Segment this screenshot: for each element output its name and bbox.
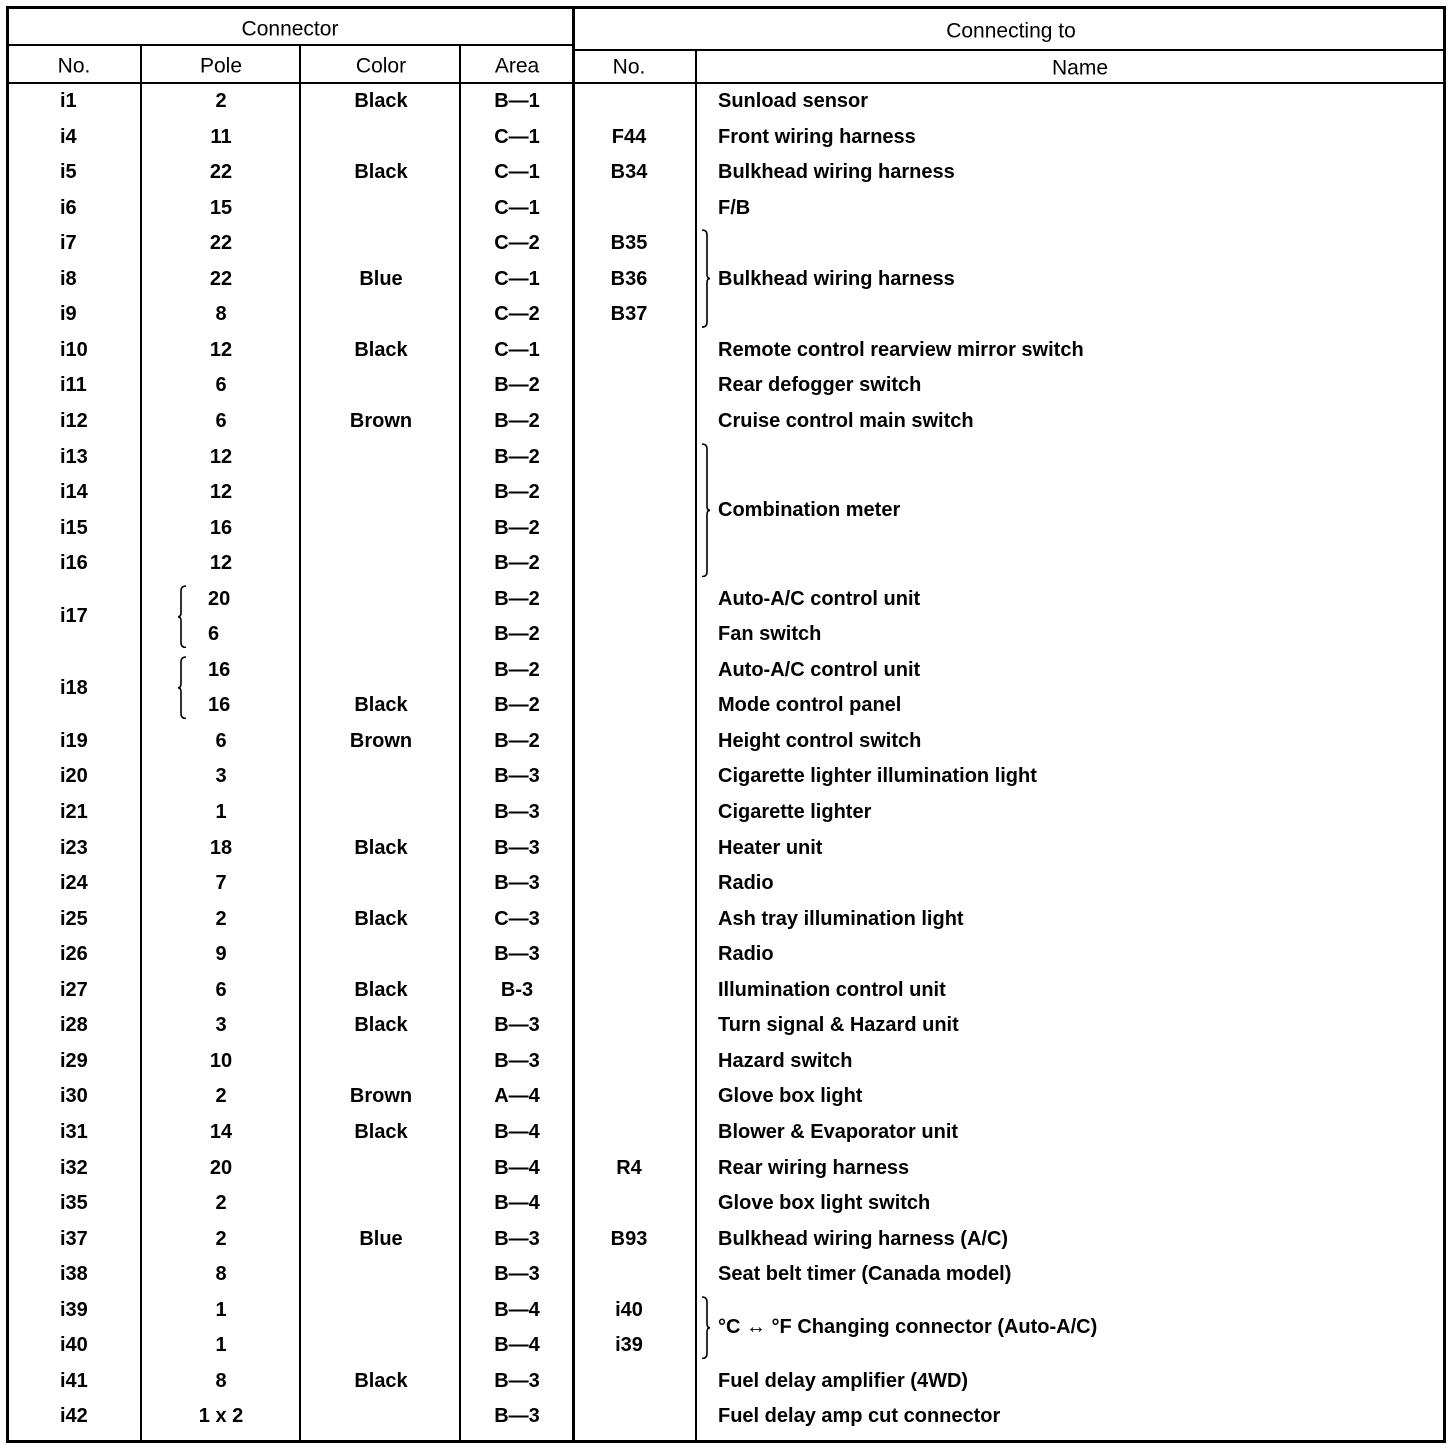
connector-area: B—2 xyxy=(494,445,540,468)
group-header-connector: Connector xyxy=(241,17,339,41)
connecting-name: Bulkhead wiring harness xyxy=(718,161,955,184)
connector-pole: 2 xyxy=(215,90,227,112)
connecting-name: Turn signal & Hazard unit xyxy=(718,1014,959,1037)
connector-pole: 8 xyxy=(215,303,227,326)
group-header-connecting-to: Connecting to xyxy=(946,19,1076,43)
connector-pole: 18 xyxy=(209,836,233,859)
connector-no: i7 xyxy=(60,232,77,255)
connecting-name: Height control switch xyxy=(718,729,922,752)
connecting-name: Auto-A/C control unit xyxy=(718,587,921,610)
connector-color: Black xyxy=(354,978,408,1001)
connecting-no: R4 xyxy=(616,1156,642,1179)
connector-pole: 20 xyxy=(208,587,231,610)
connector-no: i6 xyxy=(60,196,77,219)
connector-pole: 8 xyxy=(215,1369,227,1392)
header-rule xyxy=(6,82,1446,84)
connector-no: i19 xyxy=(60,729,88,752)
connector-no: i13 xyxy=(60,445,88,468)
connecting-no: B35 xyxy=(610,232,648,255)
connector-area: B—3 xyxy=(494,1014,540,1037)
connector-no: i24 xyxy=(60,872,88,895)
column-header-name: Name xyxy=(1051,56,1109,80)
connector-no: i18 xyxy=(60,676,88,699)
connecting-name: Blower & Evaporator unit xyxy=(718,1120,959,1143)
column-divider xyxy=(459,44,461,1443)
connector-pole: 16 xyxy=(208,694,231,717)
connecting-no: B37 xyxy=(610,303,648,326)
connector-area: B—2 xyxy=(494,623,540,646)
connector-color: Brown xyxy=(349,1085,413,1108)
connector-pole: 12 xyxy=(209,445,233,468)
connector-area: B—2 xyxy=(494,729,540,752)
connector-area: C—1 xyxy=(494,267,540,290)
connecting-name: Heater unit xyxy=(718,836,823,859)
connector-no: i38 xyxy=(60,1263,88,1286)
column-divider xyxy=(299,44,301,1443)
connector-area: B—3 xyxy=(494,1227,540,1250)
connector-pole: 1 x 2 xyxy=(198,1405,244,1428)
connector-pole: 10 xyxy=(209,1049,233,1072)
connector-pole: 12 xyxy=(209,481,233,504)
connector-pole: 1 xyxy=(215,1298,227,1321)
connecting-name: Glove box light switch xyxy=(718,1192,931,1215)
connector-no: i4 xyxy=(60,125,77,148)
connecting-name: Sunload sensor xyxy=(718,90,869,112)
connector-area: B—4 xyxy=(494,1192,540,1215)
connector-pole: 22 xyxy=(209,161,233,184)
connector-pole: 22 xyxy=(209,232,233,255)
connector-pole: 2 xyxy=(215,1227,227,1250)
connector-pole: 6 xyxy=(215,374,227,397)
connector-no: i10 xyxy=(60,338,88,361)
connecting-name: Radio xyxy=(718,872,774,895)
connector-color: Blue xyxy=(359,267,403,290)
connector-area: B—4 xyxy=(494,1120,540,1143)
connector-pole: 1 xyxy=(215,1334,227,1357)
connector-no: i39 xyxy=(60,1298,88,1321)
connector-area: B-3 xyxy=(500,978,534,1001)
connector-pole: 7 xyxy=(215,872,227,895)
connecting-name: Fan switch xyxy=(718,623,822,646)
connecting-name: Hazard switch xyxy=(718,1049,853,1072)
connecting-no: i40 xyxy=(615,1298,643,1321)
connecting-name: Cigarette lighter illumination light xyxy=(718,765,1037,788)
connector-no: i9 xyxy=(60,303,77,326)
connecting-name: Fuel delay amplifier (4WD) xyxy=(718,1369,969,1392)
pole-group-brace xyxy=(178,585,188,649)
connector-color: Black xyxy=(354,836,408,859)
connector-area: B—1 xyxy=(494,90,540,112)
connector-no: i8 xyxy=(60,267,77,290)
connector-no: i41 xyxy=(60,1369,88,1392)
name-group-brace xyxy=(700,229,710,328)
column-header-no: No. xyxy=(57,54,91,78)
connector-no: i27 xyxy=(60,978,88,1001)
connector-no: i5 xyxy=(60,161,77,184)
connector-color: Black xyxy=(354,1014,408,1037)
connector-pole: 16 xyxy=(208,658,231,681)
connector-color: Black xyxy=(354,161,408,184)
connector-no: i20 xyxy=(60,765,88,788)
connector-no: i15 xyxy=(60,516,88,539)
connecting-name: F/B xyxy=(718,196,751,219)
column-divider xyxy=(572,6,575,1443)
connector-pole: 12 xyxy=(209,338,233,361)
connector-area: B—2 xyxy=(494,481,540,504)
connector-pole: 11 xyxy=(210,125,232,148)
connector-area: B—2 xyxy=(494,409,540,432)
connector-no: i11 xyxy=(60,374,87,397)
connector-pole: 2 xyxy=(215,1085,227,1108)
connector-area: B—2 xyxy=(494,516,540,539)
connector-no: i35 xyxy=(60,1192,88,1215)
connecting-no: B36 xyxy=(610,267,648,290)
connector-color: Black xyxy=(354,694,408,717)
connecting-name: Auto-A/C control unit xyxy=(718,658,921,681)
column-header-color: Color xyxy=(355,54,407,78)
column-header-area: Area xyxy=(494,54,540,78)
connector-pole: 6 xyxy=(215,978,227,1001)
connector-area: B—4 xyxy=(494,1298,540,1321)
connecting-name: Cigarette lighter xyxy=(718,801,872,823)
connecting-name: °C ↔ °F Changing connector (Auto-A/C) xyxy=(718,1316,1098,1339)
connector-pole: 6 xyxy=(215,729,227,752)
connector-pole: 3 xyxy=(215,765,227,788)
name-group-brace xyxy=(700,443,710,578)
connector-area: B—3 xyxy=(494,1049,540,1072)
connecting-name: Remote control rearview mirror switch xyxy=(718,338,1084,361)
connector-no: i26 xyxy=(60,943,88,966)
connecting-name: Front wiring harness xyxy=(718,125,916,148)
pole-group-brace xyxy=(178,656,188,720)
connector-no: i29 xyxy=(60,1049,88,1072)
column-divider xyxy=(140,44,142,1443)
connector-no: i23 xyxy=(60,836,88,859)
connecting-name: Rear wiring harness xyxy=(718,1156,910,1179)
connector-area: B—4 xyxy=(494,1334,540,1357)
connector-no: i1 xyxy=(60,90,77,112)
connector-no: i40 xyxy=(60,1334,88,1357)
connector-area: B—3 xyxy=(494,836,540,859)
connector-pole: 9 xyxy=(215,943,227,966)
connector-area: C—1 xyxy=(494,338,540,361)
connecting-name: Illumination control unit xyxy=(718,978,946,1001)
connecting-name: Rear defogger switch xyxy=(718,374,922,397)
connector-no: i17 xyxy=(60,605,88,628)
connector-area: C—1 xyxy=(494,161,540,184)
connector-area: B—4 xyxy=(494,1156,540,1179)
header-rule xyxy=(574,49,1446,51)
connector-area: B—3 xyxy=(494,1263,540,1286)
connector-color: Brown xyxy=(349,729,413,752)
connector-area: B—3 xyxy=(494,1369,540,1392)
connector-no: i32 xyxy=(60,1156,88,1179)
connector-no: i28 xyxy=(60,1014,88,1037)
connector-area: C—1 xyxy=(494,196,540,219)
header-rule xyxy=(6,44,574,46)
connector-color: Black xyxy=(354,1369,408,1392)
name-group-brace xyxy=(700,1296,710,1360)
connecting-name: Glove box light xyxy=(718,1085,863,1108)
connector-pole: 6 xyxy=(208,623,220,646)
connecting-name: Radio xyxy=(718,943,774,966)
connecting-no: B34 xyxy=(610,161,648,184)
connecting-name: Mode control panel xyxy=(718,694,902,717)
column-header-to-no: No. xyxy=(612,55,646,79)
connector-pole: 8 xyxy=(215,1263,227,1286)
connector-no: i31 xyxy=(60,1120,88,1143)
connecting-name: Ash tray illumination light xyxy=(718,907,964,930)
connector-pole: 2 xyxy=(215,907,227,930)
connector-color: Black xyxy=(354,1120,408,1143)
connecting-no: B93 xyxy=(610,1227,648,1250)
connector-area: B—3 xyxy=(494,1405,540,1428)
connector-no: i42 xyxy=(60,1405,88,1428)
connector-pole: 22 xyxy=(209,267,233,290)
connector-area: B—3 xyxy=(494,801,540,823)
connector-pole: 15 xyxy=(209,196,233,219)
connector-area: B—2 xyxy=(494,658,540,681)
connector-color: Blue xyxy=(359,1227,403,1250)
connecting-name: Seat belt timer (Canada model) xyxy=(718,1263,1012,1286)
connecting-no: F44 xyxy=(611,125,647,148)
connector-pole: 1 xyxy=(215,801,227,823)
column-divider xyxy=(695,49,697,1443)
connector-pole: 16 xyxy=(209,516,233,539)
connector-area: B—3 xyxy=(494,943,540,966)
connector-area: C—2 xyxy=(494,232,540,255)
connector-area: C—2 xyxy=(494,303,540,326)
connector-area: B—2 xyxy=(494,587,540,610)
connector-pole: 3 xyxy=(215,1014,227,1037)
connector-no: i21 xyxy=(60,801,88,823)
connector-area: A—4 xyxy=(494,1085,540,1108)
connector-pole: 12 xyxy=(209,552,233,575)
connector-pole: 2 xyxy=(215,1192,227,1215)
column-header-pole: Pole xyxy=(199,54,243,78)
connector-pole: 20 xyxy=(209,1156,233,1179)
connector-pole: 6 xyxy=(215,409,227,432)
connector-color: Brown xyxy=(349,409,413,432)
connecting-name: Fuel delay amp cut connector xyxy=(718,1405,1001,1428)
connecting-name: Bulkhead wiring harness xyxy=(718,267,955,290)
connector-area: B—3 xyxy=(494,872,540,895)
connector-area: B—3 xyxy=(494,765,540,788)
connector-pole: 14 xyxy=(209,1120,233,1143)
connector-area: B—2 xyxy=(494,374,540,397)
connecting-name: Cruise control main switch xyxy=(718,409,974,432)
connector-no: i25 xyxy=(60,907,88,930)
connector-area: B—2 xyxy=(494,694,540,717)
connector-no: i30 xyxy=(60,1085,88,1108)
connector-color: Black xyxy=(354,90,408,112)
connecting-name: Combination meter xyxy=(718,498,901,521)
connector-color: Black xyxy=(354,907,408,930)
connector-color: Black xyxy=(354,338,408,361)
connecting-no: i39 xyxy=(615,1334,643,1357)
connector-area: B—2 xyxy=(494,552,540,575)
connector-area: C—1 xyxy=(494,125,540,148)
connector-no: i16 xyxy=(60,552,88,575)
connector-no: i14 xyxy=(60,481,88,504)
connecting-name: Bulkhead wiring harness (A/C) xyxy=(718,1227,1009,1250)
connector-no: i12 xyxy=(60,409,88,432)
connector-no: i37 xyxy=(60,1227,88,1250)
connector-area: C—3 xyxy=(494,907,540,930)
